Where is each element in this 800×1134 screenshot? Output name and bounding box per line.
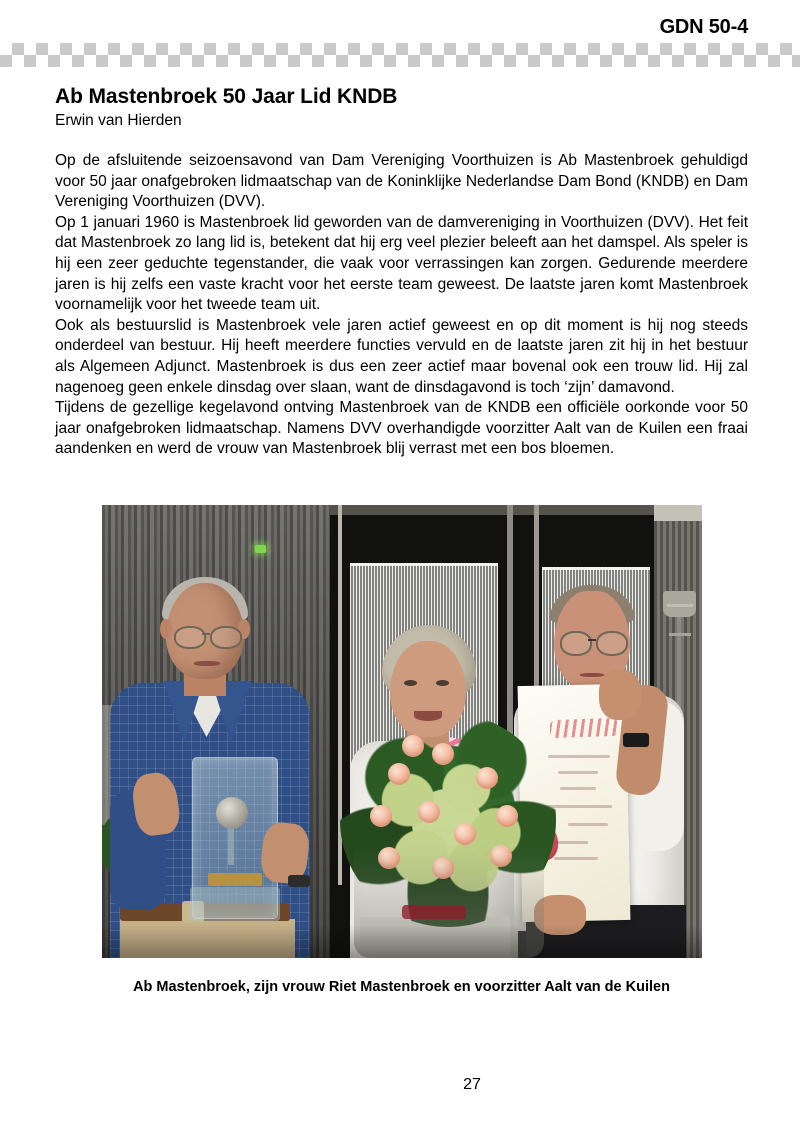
photo-bottom-shadow <box>102 925 702 958</box>
man-right-hand <box>599 670 641 720</box>
certificate-headline-script <box>549 718 618 738</box>
article-paragraph: Op de afsluitende seizoensavond van Dam Vereniging Voorthuizen is Ab Mastenbroek gehuldigd voor 50 jaar onafgebroken lidmaatschap van de Koninklijke Nederlandse Dam Bond (KNDB) en Dam Vereniging Voorthuizen (DVV). <box>55 152 748 211</box>
bouquet-rose <box>454 823 476 845</box>
certificate-text-line <box>554 857 598 860</box>
bouquet-rose <box>388 763 410 785</box>
man-left-glasses-icon <box>210 626 242 649</box>
man-left-ear <box>160 619 172 639</box>
standing-rack-arm <box>669 633 691 636</box>
article-paragraph: Op 1 januari 1960 is Mastenbroek lid geworden van de damvereniging in Voorthuizen (DVV). Het feit dat Mastenbroek zo lang lid is, betekent dat hij erg veel plezier beleeft aan het damspel. Als speler is hij een zeer geduchte tegenstander, die vaak voor verrassingen kan zorgen. Gedurende meerdere jaren is hij zelfs een vaste kracht voor het eerste team geweest. De laatste jaren komt Mastenbroek voornamelijk voor het tweede team uit. <box>55 213 748 314</box>
man-right-glasses-icon <box>596 631 628 656</box>
man-right-mouth <box>580 673 604 677</box>
certificate-text-line <box>554 841 588 844</box>
photo-caption: Ab Mastenbroek, zijn vrouw Riet Mastenbroek en voorzitter Aalt van de Kuilen <box>133 979 670 995</box>
wall-top-right <box>654 505 702 521</box>
man-left-wristwatch <box>288 875 310 887</box>
article-paragraph: Ook als bestuurslid is Mastenbroek vele jaren actief geweest en op dit moment is hij nog steeds onderdeel van bestuur. Hij heeft meerdere functies vervuld en de laatste jaren zit hij in het bestuur als Algemeen Adjunct. Mastenbroek is dus een zeer actief maar bovenal ook een trouw lid. Hij zal nagenoeg geen enkele dinsdag over slaan, want de dinsdagavond is toch ‘zijn’ damavond. <box>55 316 748 396</box>
page-header <box>0 0 800 70</box>
standing-rack-arm <box>667 604 693 607</box>
woman-eye <box>436 680 449 686</box>
certificate-text-line <box>568 823 608 826</box>
award-medallion-icon <box>216 797 248 829</box>
man-left-glasses-icon <box>174 626 206 649</box>
bouquet-rose <box>432 743 454 765</box>
certificate-text-line <box>546 805 612 808</box>
bouquet-rose <box>418 801 440 823</box>
green-exit-light-icon <box>255 545 266 553</box>
glass-award-base <box>190 887 280 921</box>
man-right-wristwatch <box>623 733 649 747</box>
woman-eye <box>404 680 417 686</box>
certificate-text-line <box>548 755 610 758</box>
award-ceremony-photo <box>102 505 702 958</box>
bouquet-ribbon <box>402 905 466 919</box>
certificate-text-line <box>560 787 596 790</box>
bouquet-rose <box>402 735 424 757</box>
page-title: Ab Mastenbroek 50 Jaar Lid KNDB <box>55 85 398 108</box>
door-header-bar <box>330 505 660 515</box>
man-right-glasses-icon <box>560 631 592 656</box>
bouquet-rose <box>496 805 518 827</box>
man-left-mouth <box>194 661 220 666</box>
certificate-text-line <box>558 771 598 774</box>
checkerboard-divider-icon <box>0 43 800 67</box>
header-issue-label: GDN 50-4 <box>659 16 748 38</box>
page-number <box>0 1076 800 1094</box>
page-number-value: 27 <box>463 1076 481 1093</box>
article-body <box>55 84 748 460</box>
man-left-glasses-bridge <box>202 633 210 635</box>
bouquet-rose <box>370 805 392 827</box>
bouquet-rose <box>476 767 498 789</box>
man-right-glasses-bridge <box>588 639 596 641</box>
glass-award-stem <box>228 827 234 865</box>
award-nameplate <box>208 873 262 886</box>
photo-figure <box>55 505 748 996</box>
article-paragraph: Tijdens de gezellige kegelavond ontving Mastenbroek van de KNDB een officiële oorkonde voor 50 jaar onafgebroken lidmaatschap. Namens DVV overhandigde voorzitter Aalt van de Kuilen een fraai aandenken en werd de vrouw van Mastenbroek blij verrast met een bos bloemen. <box>55 399 748 458</box>
article-byline: Erwin van Hierden <box>55 112 182 129</box>
